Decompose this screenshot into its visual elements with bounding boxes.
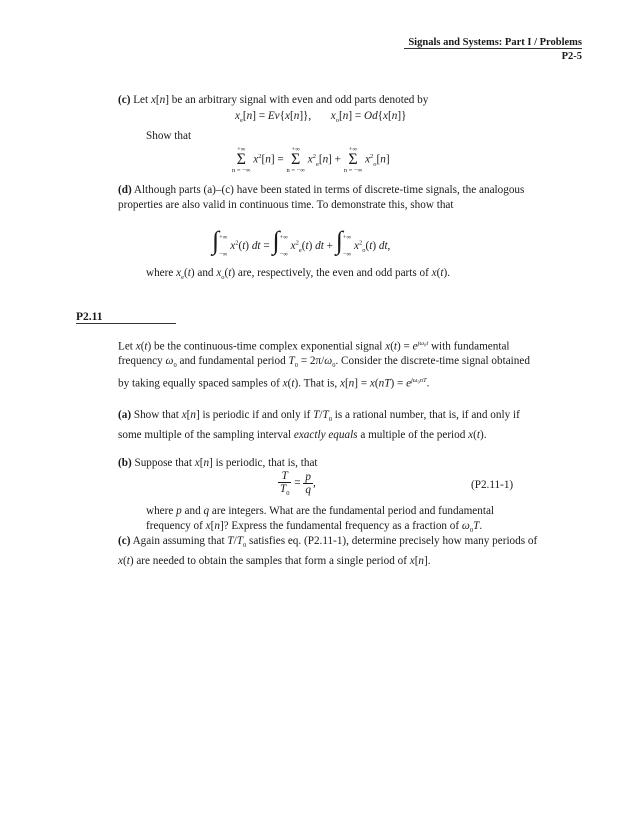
part-a-statement: (a) Show that x[n] is periodic if and only if $T/T_0$ is a rational number, that is, if and only if some multiple of the sampling interval exactly equals a multiple of the period x(t). [118,409,520,441]
part-label: (c) [118,94,131,106]
rational-ratio-equation: $\frac{T}{T_0}$ = $\frac{p}{q}$ , [280,470,316,498]
show-that-label: Show that [146,130,192,142]
header-rule [404,48,582,49]
energy-integral-equation: ∫ +∞ −∞ $x^2(t)$ dt = ∫ +∞ −∞ $x^2_e(t)$ dt + ∫ +∞ −∞ $x^2_o(t)$ dt, [212,226,391,259]
part-d-statement: (d) Although parts (a)–(c) have been stated in terms of discrete-time signals, the analogous properties are also valid in continuous time. To demonstrate this, show that [118,184,525,211]
part-d-where: where $x_e(t)$ and $x_o(t)$ are, respectively, the even and odd parts of x(t). [146,267,450,282]
part-c-statement: (c) Let x[n] be an arbitrary signal with even and odd parts denoted by [118,94,429,106]
part-label: (c) [118,535,131,547]
running-header: Signals and Systems: Part I / Problems [408,37,582,48]
energy-sum-equation: +∞ Σ n = −∞ $x^2[n]$ = +∞ Σ n = −∞ $x^2_e[n]$ + +∞ Σ n = −∞ $x^2_o[n]$ [232,146,390,174]
part-b-statement: (b) Suppose that x[n] is periodic, that is, that [118,457,318,469]
part-label: (b) [118,457,132,469]
page-number: P2-5 [561,51,582,62]
part-b-question: where p and q are integers. What are the fundamental period and fundamental frequency of x[n]? Express the fundamental frequency as a fraction of $\omega_0T$. [146,505,495,534]
problem-intro: Let x(t) be the continuous-time complex exponential signal $x(t) = e^{j\omega_0t}$ with fundamental frequency $\omega_0$ and fundamental period $T_0 = 2\pi/\omega_0$. Consider the discrete-time signal obtained by taking equally spaced samples of x(t). That is, $x[n] = x(nT) = e^{j\omega_0nT}$. [118,340,530,390]
part-c-problem: (c) Again assuming that $T/T_0$ satisfies eq. (P2.11-1), determine precisely how many periods of x(t) are needed to obtain the samples that form a single period of x[n]. [118,535,538,567]
part-label: (d) [118,184,132,196]
equation-number: (P2.11-1) [471,479,514,491]
problem-number: P2.11 [76,311,103,323]
problem-rule [76,323,176,324]
even-odd-definition: $x_e[n] = Ev\{x[n]\}$, $x_o[n] = Od\{x[n]\}$ [235,110,407,125]
part-label: (a) [118,409,132,421]
